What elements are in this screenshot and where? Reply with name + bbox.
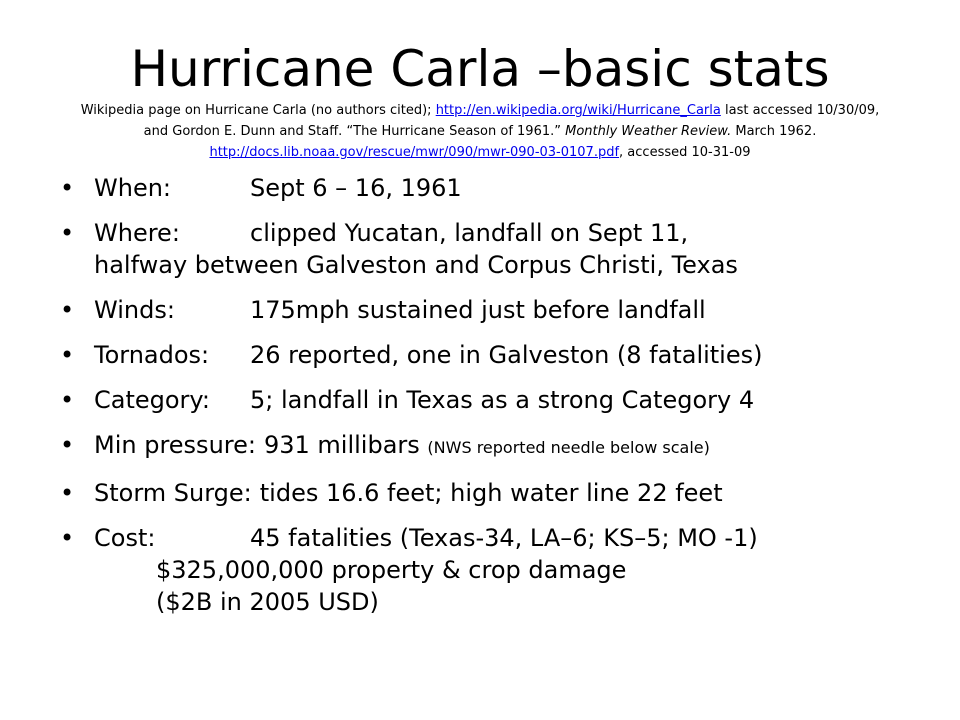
slide-title: Hurricane Carla –basic stats (130, 40, 830, 98)
wikipedia-link[interactable]: http://en.wikipedia.org/wiki/Hurricane_Carla (435, 103, 721, 118)
citation (40, 100, 920, 163)
pressure-value: 931 millibars (263, 431, 420, 459)
category-value: 5; landfall in Texas as a strong Category 4 (250, 386, 755, 414)
when-value: Sept 6 – 16, 1961 (250, 174, 462, 202)
surge-value: tides 16.6 feet; high water line 22 feet (259, 479, 723, 507)
bullet-winds (58, 294, 938, 326)
citation-access-date: last accessed 10/30/09, (720, 103, 880, 118)
winds-label: Winds: (94, 296, 175, 324)
category-label: Category: (94, 386, 210, 414)
citation-line-1 (40, 100, 920, 121)
surge-label: Storm Surge: (94, 479, 252, 507)
winds-value: 175mph sustained just before landfall (250, 296, 706, 324)
citation-access-date-2: , accessed 10-31-09 (619, 145, 751, 160)
cost-label: Cost: (94, 524, 156, 552)
citation-journal: Monthly Weather Review. (565, 124, 732, 139)
bullet-when (58, 172, 938, 204)
pressure-label: Min pressure: (94, 431, 256, 459)
bullet-where (58, 217, 938, 281)
cost-value: 45 fatalities (Texas-34, LA–6; KS–5; MO -1) (250, 524, 758, 552)
bullet-tornados (58, 339, 938, 371)
citation-line-3 (40, 142, 920, 163)
pressure-note: (NWS reported needle below scale) (427, 438, 710, 457)
bullet-cost (58, 522, 938, 618)
citation-authors: and Gordon E. Dunn and Staff. “The Hurricane Season of 1961.” (143, 124, 566, 139)
bullet-pressure (58, 429, 938, 464)
tornados-label: Tornados: (94, 341, 210, 369)
where-label: Where: (94, 219, 180, 247)
cost-2005-usd: ($2B in 2005 USD) (156, 588, 379, 616)
noaa-pdf-link[interactable]: http://docs.lib.noaa.gov/rescue/mwr/090/mwr-090-03-0107.pdf (209, 145, 620, 160)
where-value: clipped Yucatan, landfall on Sept 11, (250, 219, 689, 247)
bullet-category (58, 384, 938, 416)
where-continuation: halfway between Galveston and Corpus Christi, Texas (94, 251, 738, 279)
citation-text: Wikipedia page on Hurricane Carla (no authors cited); (80, 103, 436, 118)
citation-line-2 (40, 121, 920, 142)
stats-list (58, 172, 938, 631)
bullet-surge (58, 477, 938, 509)
tornados-value: 26 reported, one in Galveston (8 fatalities) (250, 341, 763, 369)
cost-property-damage: $325,000,000 property & crop damage (156, 556, 627, 584)
citation-date: March 1962. (731, 124, 817, 139)
when-label: When: (94, 174, 172, 202)
